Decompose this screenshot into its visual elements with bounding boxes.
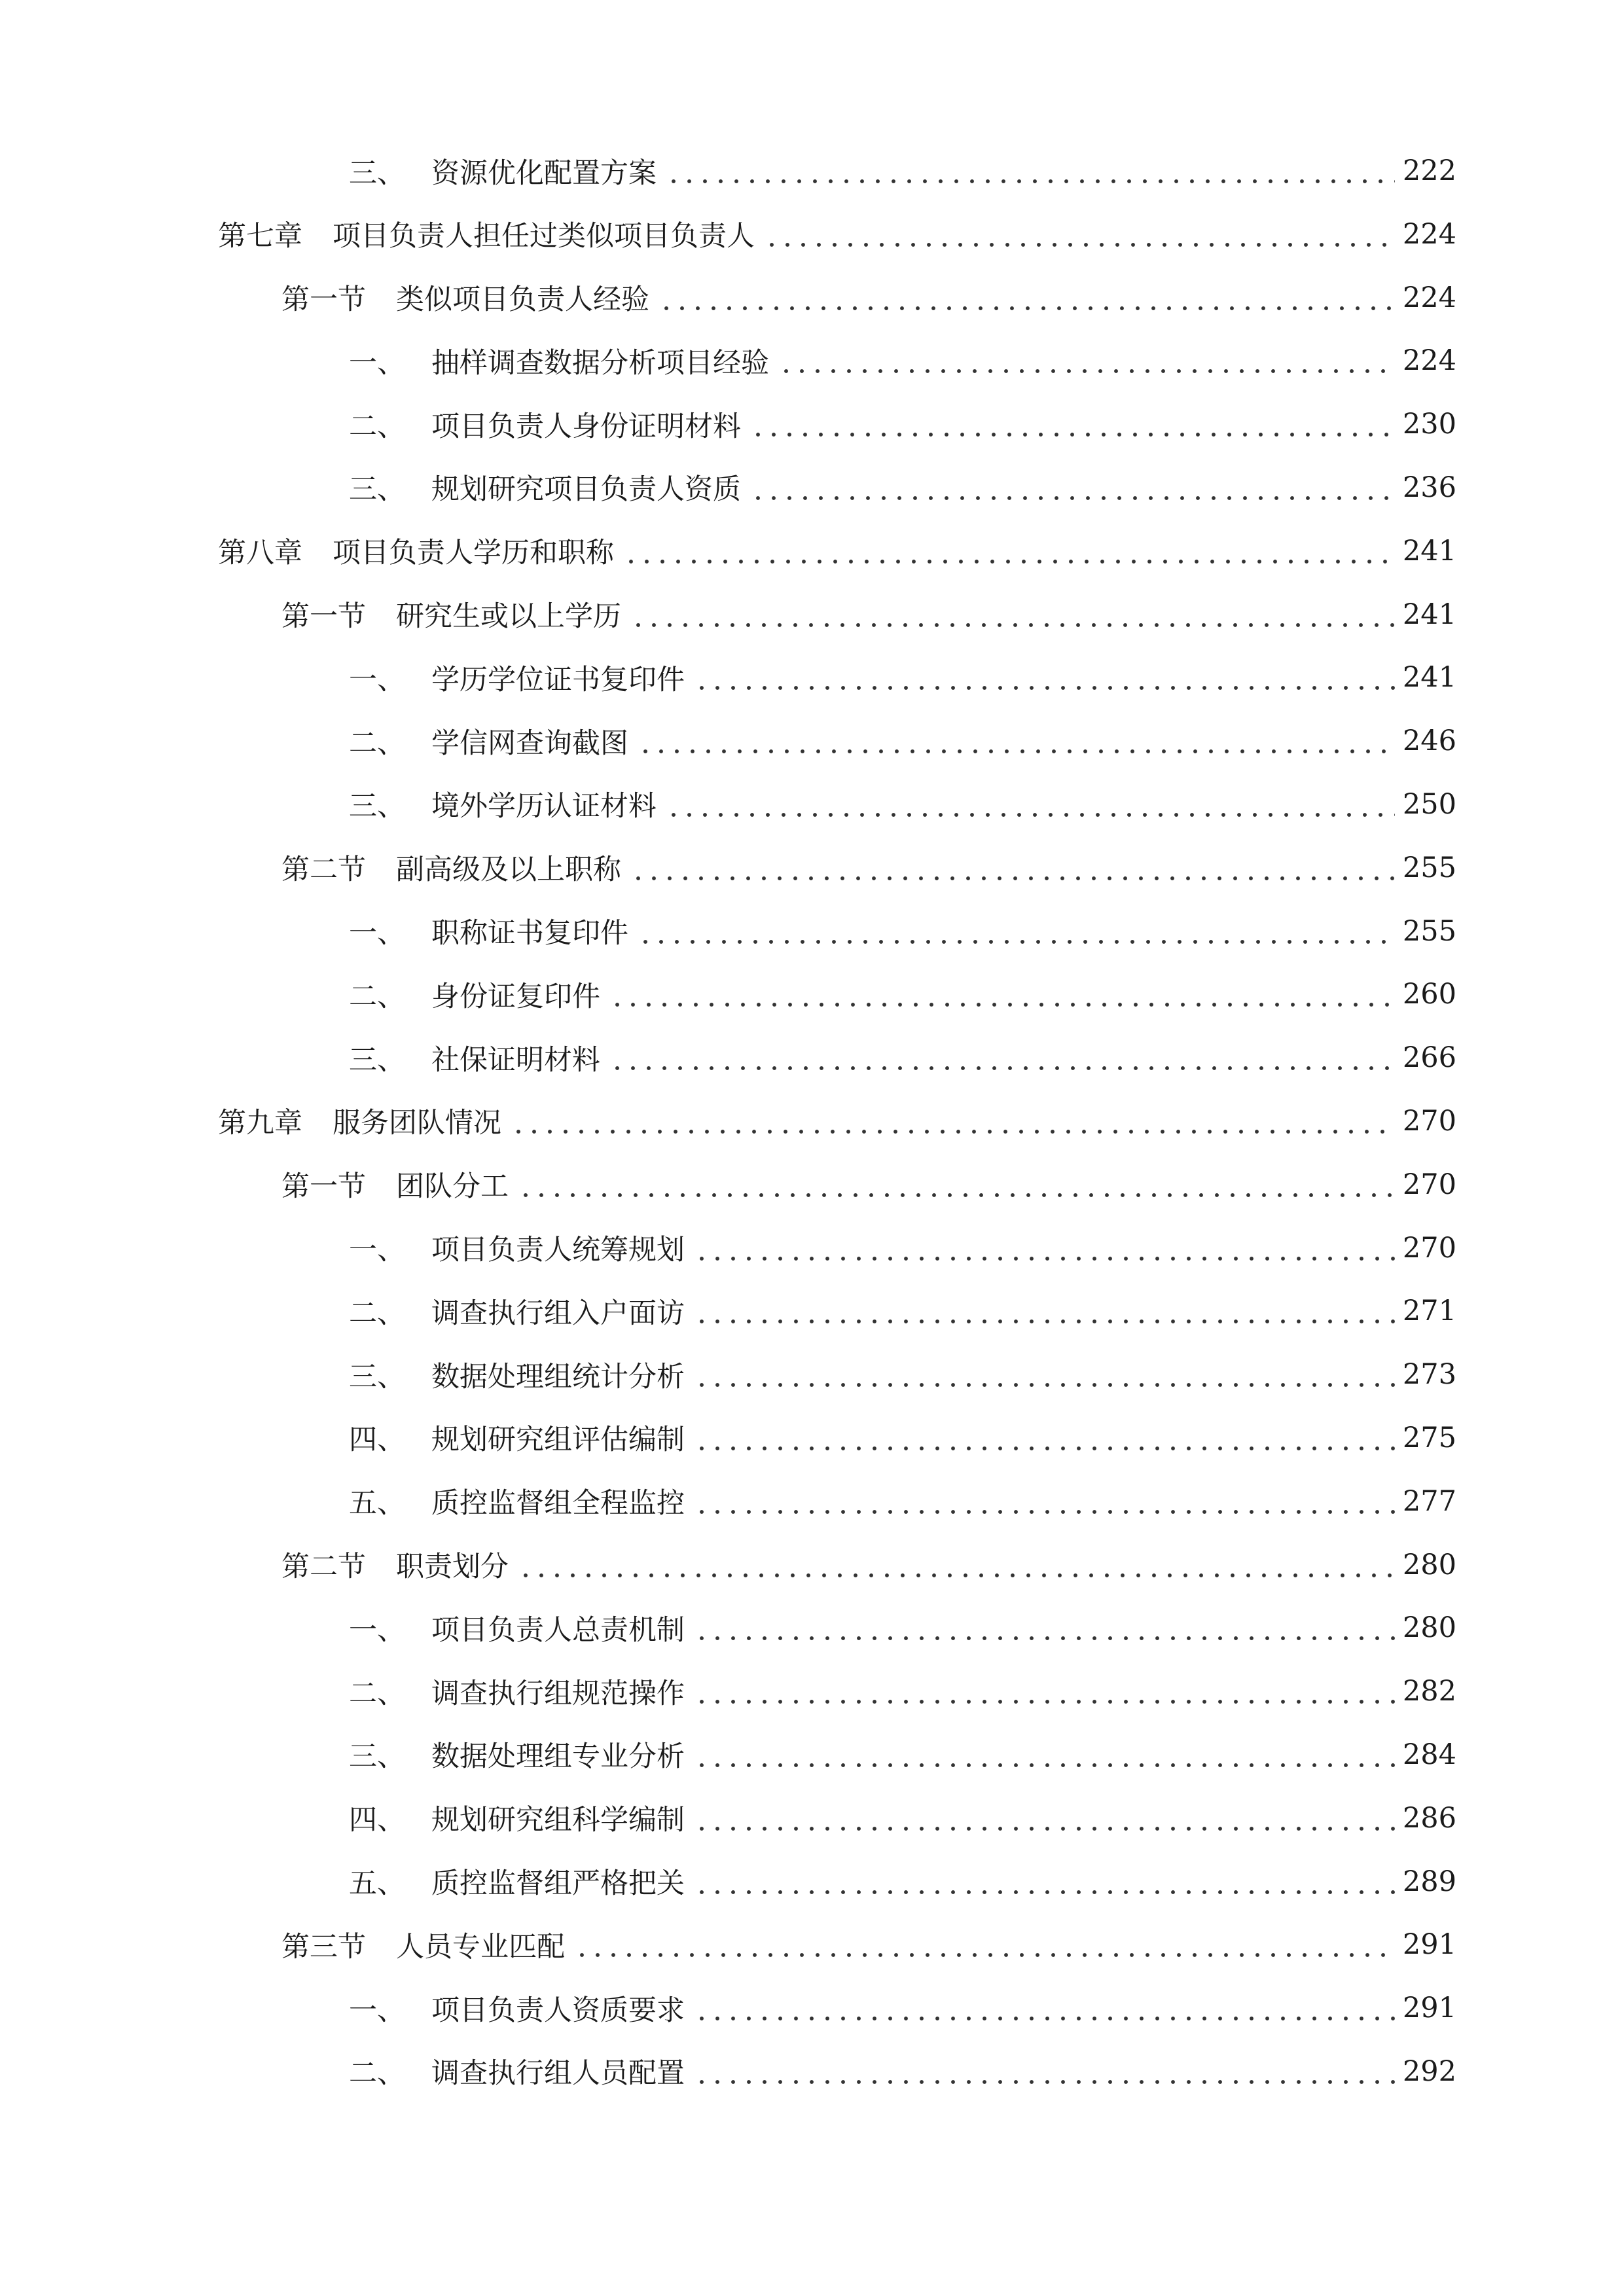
toc-entry-number: 第一节 (281, 283, 366, 317)
dot-leader (694, 1668, 1395, 1714)
dot-leader (694, 1605, 1395, 1651)
table-of-contents (0, 148, 1624, 2112)
dot-leader (694, 1225, 1395, 1271)
toc-entry-title: 质控监督组严格把关 (431, 1867, 685, 1901)
toc-entry-page: 277 (1402, 1484, 1456, 1518)
toc-entry-title: 数据处理组专业分析 (431, 1740, 685, 1774)
toc-entry[interactable] (0, 528, 1624, 592)
toc-entry[interactable] (0, 211, 1624, 275)
toc-entry-title: 调查执行组规范操作 (431, 1677, 685, 1710)
toc-entry[interactable] (0, 2049, 1624, 2112)
toc-entry-page: 270 (1402, 1104, 1456, 1138)
toc-entry-number: 二、 (349, 410, 405, 443)
toc-entry[interactable] (0, 592, 1624, 655)
toc-entry-page: 230 (1402, 408, 1456, 441)
toc-entry-number: 三、 (349, 790, 405, 823)
toc-entry-number: 第二节 (281, 1551, 366, 1584)
toc-entry-title: 学信网查询截图 (431, 726, 628, 760)
toc-entry[interactable] (0, 148, 1624, 211)
dot-leader (666, 781, 1395, 827)
toc-entry-page: 241 (1402, 534, 1456, 567)
dot-leader (694, 1415, 1395, 1461)
toc-entry-title: 团队分工 (396, 1170, 509, 1204)
toc-entry-page: 255 (1402, 914, 1456, 948)
toc-entry-number: 第一节 (281, 1170, 366, 1204)
dot-leader (609, 1035, 1395, 1081)
toc-entry-title: 服务团队情况 (333, 1107, 501, 1140)
toc-entry[interactable] (0, 1542, 1624, 1605)
toc-entry[interactable] (0, 1922, 1624, 1985)
toc-entry[interactable] (0, 1035, 1624, 1098)
toc-entry-title: 抽样调查数据分析项目经验 (431, 346, 769, 380)
dot-leader (638, 718, 1395, 764)
toc-entry-title: 项目负责人学历和职称 (333, 537, 614, 570)
toc-entry-page: 289 (1402, 1865, 1456, 1898)
toc-entry-title: 职称证书复印件 (431, 917, 628, 950)
toc-entry-page: 273 (1402, 1358, 1456, 1391)
toc-entry-title: 项目负责人资质要求 (431, 1994, 685, 2027)
toc-entry[interactable] (0, 1352, 1624, 1415)
toc-entry[interactable] (0, 718, 1624, 781)
toc-entry-number: 二、 (349, 1297, 405, 1330)
toc-entry-title: 资源优化配置方案 (431, 156, 657, 190)
dot-leader (750, 401, 1395, 447)
toc-entry-page: 270 (1402, 1231, 1456, 1265)
toc-entry-number: 一、 (349, 1994, 405, 2027)
toc-entry-page: 284 (1402, 1738, 1456, 1771)
toc-entry-page: 266 (1402, 1041, 1456, 1075)
toc-entry-page: 275 (1402, 1421, 1456, 1454)
toc-entry-page: 241 (1402, 661, 1456, 694)
dot-leader (630, 592, 1395, 637)
toc-entry[interactable] (0, 1415, 1624, 1479)
toc-entry-number: 三、 (349, 1360, 405, 1393)
toc-entry-title: 数据处理组统计分析 (431, 1360, 685, 1393)
dot-leader (694, 1985, 1395, 2031)
toc-entry[interactable] (0, 1225, 1624, 1289)
toc-entry-page: 280 (1402, 1611, 1456, 1645)
toc-entry[interactable] (0, 971, 1624, 1035)
dot-leader (518, 1162, 1395, 1208)
dot-leader (518, 1542, 1395, 1588)
toc-entry-title: 规划研究组科学编制 (431, 1804, 685, 1837)
toc-entry-page: 236 (1402, 471, 1456, 504)
toc-entry-number: 一、 (349, 1234, 405, 1267)
toc-entry-title: 质控监督组全程监控 (431, 1487, 685, 1520)
toc-entry-title: 人员专业匹配 (396, 1930, 565, 1964)
toc-entry-title: 职责划分 (396, 1551, 509, 1584)
toc-entry-number: 三、 (349, 1740, 405, 1774)
toc-entry-title: 调查执行组人员配置 (431, 2057, 685, 2090)
toc-entry-page: 241 (1402, 598, 1456, 631)
dot-leader (630, 845, 1395, 891)
toc-entry-title: 类似项目负责人经验 (396, 283, 649, 317)
dot-leader (764, 211, 1395, 257)
toc-entry[interactable] (0, 908, 1624, 972)
toc-entry[interactable] (0, 1732, 1624, 1795)
dot-leader (666, 148, 1395, 194)
dot-leader (694, 1859, 1395, 1905)
toc-entry-title: 社保证明材料 (431, 1043, 600, 1077)
toc-entry-number: 五、 (349, 1487, 405, 1520)
toc-entry-page: 291 (1402, 1992, 1456, 2025)
toc-entry-number: 第九章 (218, 1107, 302, 1140)
toc-entry-title: 调查执行组入户面访 (431, 1297, 685, 1330)
toc-entry-number: 第三节 (281, 1930, 366, 1964)
toc-entry[interactable] (0, 275, 1624, 338)
toc-entry-number: 第一节 (281, 600, 366, 634)
dot-leader (694, 1288, 1395, 1334)
toc-entry-number: 四、 (349, 1804, 405, 1837)
dot-leader (694, 1732, 1395, 1778)
toc-entry-page: 246 (1402, 725, 1456, 758)
toc-entry[interactable] (0, 1668, 1624, 1732)
toc-entry-number: 第七章 (218, 220, 302, 253)
toc-entry-title: 规划研究组评估编制 (431, 1424, 685, 1457)
toc-entry-title: 项目负责人身份证明材料 (431, 410, 741, 443)
toc-entry-number: 二、 (349, 980, 405, 1013)
toc-entry-page: 282 (1402, 1675, 1456, 1708)
toc-entry-number: 三、 (349, 1043, 405, 1077)
toc-entry-number: 一、 (349, 663, 405, 696)
dot-leader (574, 1922, 1395, 1967)
toc-entry-title: 项目负责人统筹规划 (431, 1234, 685, 1267)
toc-entry[interactable] (0, 655, 1624, 718)
dot-leader (694, 2049, 1395, 2094)
toc-entry[interactable] (0, 781, 1624, 845)
dot-leader (694, 1479, 1395, 1524)
toc-entry-number: 二、 (349, 726, 405, 760)
toc-entry-number: 三、 (349, 156, 405, 190)
toc-entry-page: 292 (1402, 2054, 1456, 2088)
toc-entry-number: 五、 (349, 1867, 405, 1901)
toc-entry-page: 224 (1402, 217, 1456, 251)
dot-leader (694, 655, 1395, 700)
dot-leader (750, 465, 1395, 511)
dot-leader (511, 1098, 1395, 1144)
toc-entry-page: 280 (1402, 1548, 1456, 1581)
toc-entry[interactable] (0, 338, 1624, 401)
toc-entry[interactable] (0, 1288, 1624, 1352)
toc-entry-title: 学历学位证书复印件 (431, 663, 685, 696)
toc-entry-title: 副高级及以上职称 (396, 853, 621, 887)
toc-entry[interactable] (0, 1162, 1624, 1225)
toc-entry-title: 项目负责人担任过类似项目负责人 (333, 220, 755, 253)
toc-entry[interactable] (0, 1479, 1624, 1542)
toc-entry[interactable] (0, 465, 1624, 528)
toc-entry-number: 四、 (349, 1424, 405, 1457)
dot-leader (638, 908, 1395, 954)
toc-entry-title: 境外学历认证材料 (431, 790, 657, 823)
toc-entry[interactable] (0, 1985, 1624, 2049)
dot-leader (609, 971, 1395, 1017)
toc-entry-number: 第八章 (218, 537, 302, 570)
toc-entry-page: 286 (1402, 1801, 1456, 1835)
dot-leader (623, 528, 1395, 574)
toc-entry-page: 250 (1402, 787, 1456, 821)
toc-entry-page: 224 (1402, 281, 1456, 314)
toc-entry[interactable] (0, 401, 1624, 465)
toc-entry-number: 第二节 (281, 853, 366, 887)
toc-entry-number: 一、 (349, 1613, 405, 1647)
toc-entry[interactable] (0, 1098, 1624, 1162)
toc-entry-number: 一、 (349, 346, 405, 380)
toc-entry-number: 二、 (349, 1677, 405, 1710)
toc-entry[interactable] (0, 1605, 1624, 1668)
toc-entry-page: 271 (1402, 1295, 1456, 1328)
toc-entry-title: 研究生或以上学历 (396, 600, 621, 634)
toc-entry[interactable] (0, 845, 1624, 908)
toc-entry[interactable] (0, 1795, 1624, 1859)
toc-entry-page: 291 (1402, 1928, 1456, 1962)
toc-entry-number: 二、 (349, 2057, 405, 2090)
dot-leader (694, 1352, 1395, 1397)
dot-leader (694, 1795, 1395, 1841)
dot-leader (778, 338, 1395, 384)
toc-entry-title: 项目负责人总责机制 (431, 1613, 685, 1647)
toc-entry-page: 270 (1402, 1168, 1456, 1201)
toc-entry-page: 222 (1402, 154, 1456, 187)
toc-entry-page: 224 (1402, 344, 1456, 378)
toc-entry-number: 三、 (349, 473, 405, 507)
toc-entry-title: 身份证复印件 (431, 980, 600, 1013)
toc-entry-number: 一、 (349, 917, 405, 950)
toc-entry-page: 255 (1402, 851, 1456, 884)
toc-entry-title: 规划研究项目负责人资质 (431, 473, 741, 507)
toc-entry[interactable] (0, 1859, 1624, 1922)
toc-entry-page: 260 (1402, 978, 1456, 1011)
dot-leader (659, 275, 1395, 321)
